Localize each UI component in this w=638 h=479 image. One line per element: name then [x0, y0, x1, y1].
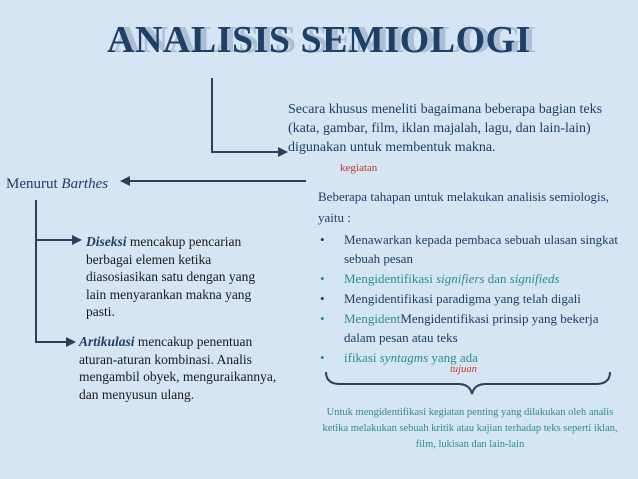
title-to-definition-arrow: [212, 78, 286, 152]
artikulasi-keyword: Artikulasi: [79, 334, 135, 349]
list-item: [318, 230, 628, 268]
page-title: ANALISIS SEMIOLOGI: [107, 19, 531, 61]
barthes-to-diseksi-arrow: [36, 200, 80, 240]
step-text-pre: Mengident: [344, 311, 401, 326]
step-text-post: yang ada: [428, 350, 478, 365]
list-item: [318, 289, 628, 308]
list-item: [318, 309, 628, 347]
steps-list: [318, 230, 628, 368]
bullet-icon: •: [320, 311, 325, 326]
barthes-to-artikulasi-arrow: [36, 240, 74, 342]
list-item: [318, 269, 628, 288]
step-text: Mengidentifikasi prinsip yang bekerja dalam pesan atau teks: [344, 311, 599, 345]
tahapan-intro: Beberapa tahapan untuk melakukan analisis semiologis, yaitu :: [318, 189, 609, 225]
bullet-icon: •: [320, 350, 325, 365]
tujuan-text: Untuk mengidentifikasi kegiatan penting yang dilakukan oleh analis ketika melakukan sebuah kritik atau kajian terhadap teks seperti iklan, film, lukisan dan lain-lain: [322, 407, 618, 450]
step-text-pre: ifikasi: [344, 350, 380, 365]
bullet-icon: •: [320, 271, 325, 286]
step-text: Menawarkan kepada pembaca sebuah ulasan singkat sebuah pesan: [344, 232, 618, 266]
menurut-prefix: Menurut: [6, 176, 62, 192]
step-text-pre: Mengidentifikasi: [344, 271, 437, 286]
definition-text: Secara khusus meneliti bagaimana beberapa bagian teks (kata, gambar, film, iklan majalah, lagu, dan lain-lain) digunakan untuk membentuk makna.: [288, 102, 603, 155]
label-tujuan: tujuan: [450, 364, 477, 375]
menurut-barthes: [6, 176, 108, 193]
diseksi-text: mencakup pencarian berbagai elemen ketika diasosiasikan satu dengan yang lain menyarankan makna yang pasti.: [86, 234, 256, 319]
step-text-italic: signifiers: [436, 271, 485, 286]
step-text-italic: syntagms: [379, 350, 429, 365]
artikulasi-text: mencakup penentuan aturan-aturan kombinasi. Analis mengambil obyek, menguraikannya, dan menyusun ulang.: [79, 334, 277, 402]
tujuan-brace: [326, 372, 610, 394]
diseksi-keyword: Diseksi: [86, 234, 127, 249]
artikulasi-block: [79, 333, 289, 403]
bullet-icon: •: [320, 232, 325, 247]
step-text-italic: signifieds: [509, 271, 560, 286]
barthes-name: Barthes: [61, 176, 109, 192]
step-text: Mengidentifikasi paradigma yang telah digali: [344, 291, 581, 306]
step-text-mid: dan: [484, 271, 510, 286]
label-kegiatan: kegiatan: [340, 162, 378, 174]
diseksi-block: [86, 233, 276, 321]
bullet-icon: •: [320, 291, 325, 306]
